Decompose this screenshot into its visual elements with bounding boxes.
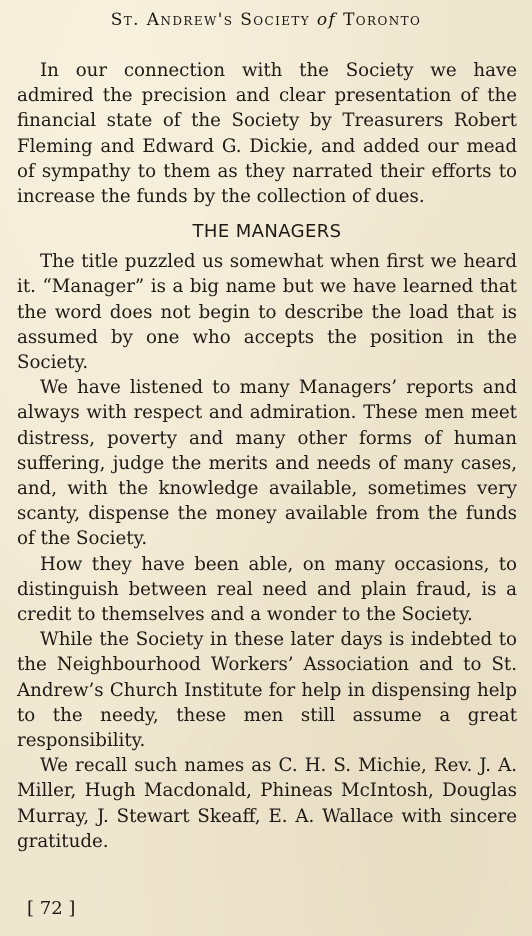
paragraph-title-manager: The title puzzled us somewhat when first we heard it. “Manager” is a big name but we have learned that the word does not begin to describe the load that is assumed by one who accepts the position in the Society. — [17, 251, 517, 374]
running-head-city: Toronto — [343, 10, 422, 30]
page-number: [ 72 ] — [27, 898, 76, 919]
running-head — [0, 10, 532, 30]
paragraph-managers-reports: We have listened to many Managers’ reports and always with respect and admiration. These men meet distress, poverty and many other forms of human suffering, judge the merits and needs of many cases, and, with the knowledge available, sometimes very scanty, dispense the money available from the funds of the Society. — [17, 377, 517, 550]
running-head-of: of — [316, 10, 337, 30]
paragraph-treasurers: In our connection with the Society we have admired the precision and clear presentation of the financial state of the Society by Treasurers Robert Fleming and Edward G. Dickie, and added our mead of sympathy to them as they narrated their efforts to increase the funds by the collection of dues. — [17, 60, 517, 208]
paragraph-indebted: While the Society in these later days is indebted to the Neighbourhood Workers’ Association and to St. Andrew’s Church Institute for help in dispensing help to the needy, these men still assume a great responsibility. — [17, 629, 517, 752]
section-heading: THE MANAGERS — [192, 221, 342, 243]
paragraph-distinguish-need: How they have been able, on many occasions, to distinguish between real need and plain fraud, is a credit to themselves and a wonder to the Society. — [17, 553, 517, 626]
page-body — [17, 58, 517, 854]
running-head-society: St. Andrew's Society — [110, 10, 311, 30]
paragraph-names: We recall such names as C. H. S. Michie, Rev. J. A. Miller, Hugh Macdonald, Phineas McIntosh, Douglas Murray, J. Stewart Skeaff, E. A. Wallace with sincere gratitude. — [17, 755, 517, 852]
